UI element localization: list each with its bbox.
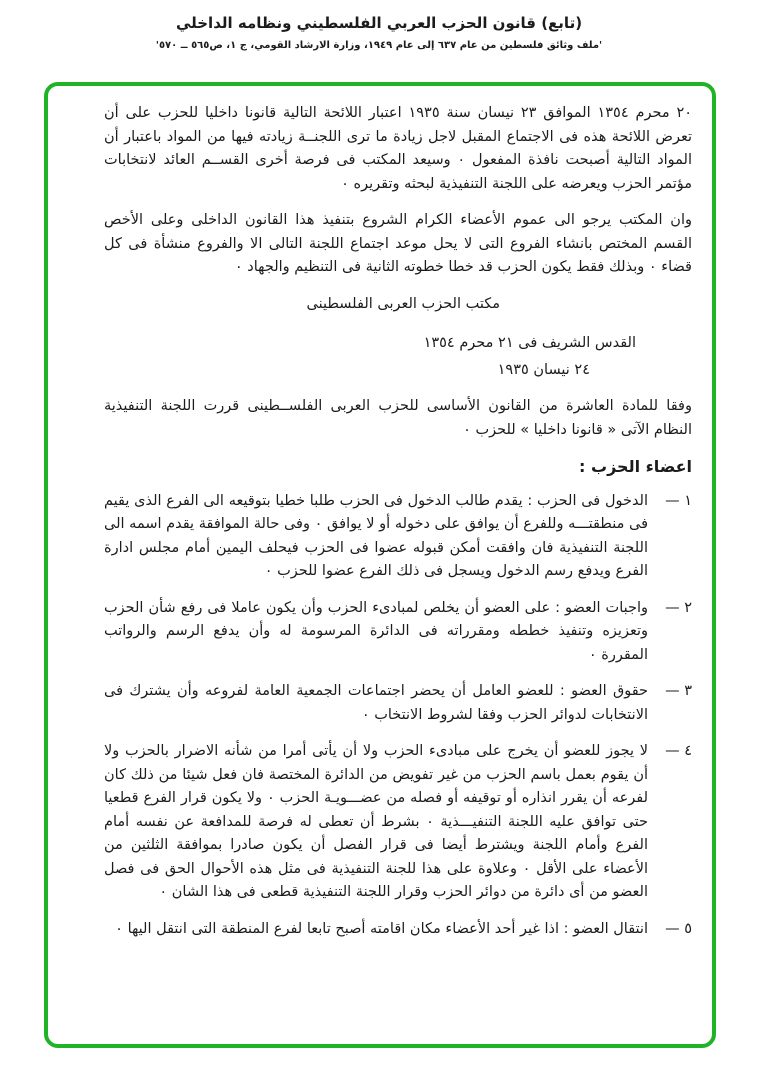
intro-paragraph: وفقا للمادة العاشرة من القانون الأساسى للحزب العربى الفلســطينى قررت اللجنة التنفيذية النظام الآتى « قانونا داخليا » للحزب ۰ [104,398,692,438]
item-marker: ٤ — [665,743,692,759]
list-item-member-rights [104,680,692,727]
item-marker: ٥ — [665,920,692,937]
item-text: الدخول فى الحزب : يقدم طالب الدخول فى الحزب طلبا خطيا بتوقيعه الى الفرع الذى يقيم فى منطقتـــه وللفرع أن يوافق على دخوله أو لا يوافق ۰ وفى حالة الموافقة يقدم اسمه الى اللجنة التنفيذية فان وافقت أمكن قبوله عضوا فى الحزب فيحلف اليمين أمام مجلس ادارة الفرع ويدفع رسم الدخول ويسجل فى ذلك الفرع عضوا للحزب ۰ [104,492,648,579]
signature-line: مكتب الحزب العربى الفلسطينى [306,295,500,312]
item-text: انتقال العضو : اذا غير أحد الأعضاء مكان اقامته أصبح تابعا لفرع المنطقة التى انتقل اليها ۰ [115,920,648,937]
item-marker: ٣ — [665,683,692,699]
item-marker: ٢ — [665,599,692,616]
item-text: لا يجوز للعضو أن يخرج على مبادىء الحزب ولا أن يأتى أمرا من شأنه الاضرار بالحزب ولا أن يقوم بعمل باسم الحزب من غير تفويض من الدائرة المختصة فان فعل شيئا من ذلك كان لفرعه أن يقرر انذاره أو توقيفه أو فصله من عضـــويـة الحزب ۰ ولا يكون قرار الفرع قطعيا حتى توافق عليه اللجنة التنفيـــذية ۰ بشرط أن تعطى له فرصة للمدافعة عن نفسه أمام الفرع وأمام اللجنة ويشترط أيضا فى قرار الفصل أن يكون صادرا بموافقة الثلثين من الأعضاء على الأقل ۰ وعلاوة على هذا للجنة التنفيذية فى مثل هذه الأحوال الحق فى فصل العضو من أى دائرة من دوائر الحزب وقرار اللجنة التنفيذية قطعى فى هذا الشان ۰ [104,743,648,900]
item-text: حقوق العضو : للعضو العامل أن يحضر اجتماعات الجمعية العامة لفروعه وأن يشترك فى الانتخابات لدوائر الحزب وفقا لشروط الانتخاب ۰ [104,683,648,723]
date-line: ٢٤ نيسان ١٩٣٥ [497,361,590,378]
item-text: واجبات العضو : على العضو أن يخلص لمبادىء الحزب وأن يكون عاملا فى رفع شأن الحزب وتعزيزه وتنفيذ خططه ومقرراته فى الدائرة المرسومة له وأن يدفع الرسم والرواتب المقررة ۰ [104,599,648,663]
item-marker: ١ — [665,492,692,509]
list-item-membership-entry [104,490,692,584]
green-border-frame [44,82,716,1048]
document-title: (تابع) قانون الحزب العربي الفلسطيني ونظامه الداخلي [175,14,583,32]
list-item-member-transfer [104,918,692,942]
paragraph-appeal: وان المكتب يرجو الى عموم الأعضاء الكرام الشروع بتنفيذ هذا القانون الداخلى وعلى الأخص القسم المختص بانشاء الفروع التى لا يحل موعد اجتماع اللجنة التالى الا والفروع منشأة فى كل قضاء ۰ وبذلك فقط يكون الحزب قد خطا خطوته الثانية فى التنظيم والجهاد ۰ [104,212,692,275]
document-source-line: 'ملف وثائق فلسطين من عام ٦٣٧ إلى عام ١٩٤٩، وزارة الارشاد القومي، ج ١، ص٥٦٥ ــ ٥٧٠' [155,40,603,51]
document-header [0,14,758,51]
list-item-member-discipline [104,740,692,905]
list-item-member-duties [104,597,692,668]
document-body [48,86,712,1044]
date-place-line: القدس الشريف فى ٢١ محرم ١٣٥٤ [423,335,636,351]
paragraph-decree: ٢٠ محرم ١٣٥٤ الموافق ٢٣ نيسان سنة ١٩٣٥ اعتبار اللائحة التالية قانونا داخليا للحزب على أن تعرض اللائحة هذه فى الاجتماع المقبل لاجل زيادة ما ترى اللجنــة زيادته فيها من المواد باعتبار أن المواد التالية أصبحت نافذة المفعول ۰ وسيعد المكتب فى فرصة أخرى القســم العائد لانتخابات مؤتمر الحزب ويعرضه على اللجنة التنفيذية لبحثه وتقريره ۰ [104,105,693,192]
section-heading-party-members: اعضاء الحزب : [579,457,692,476]
